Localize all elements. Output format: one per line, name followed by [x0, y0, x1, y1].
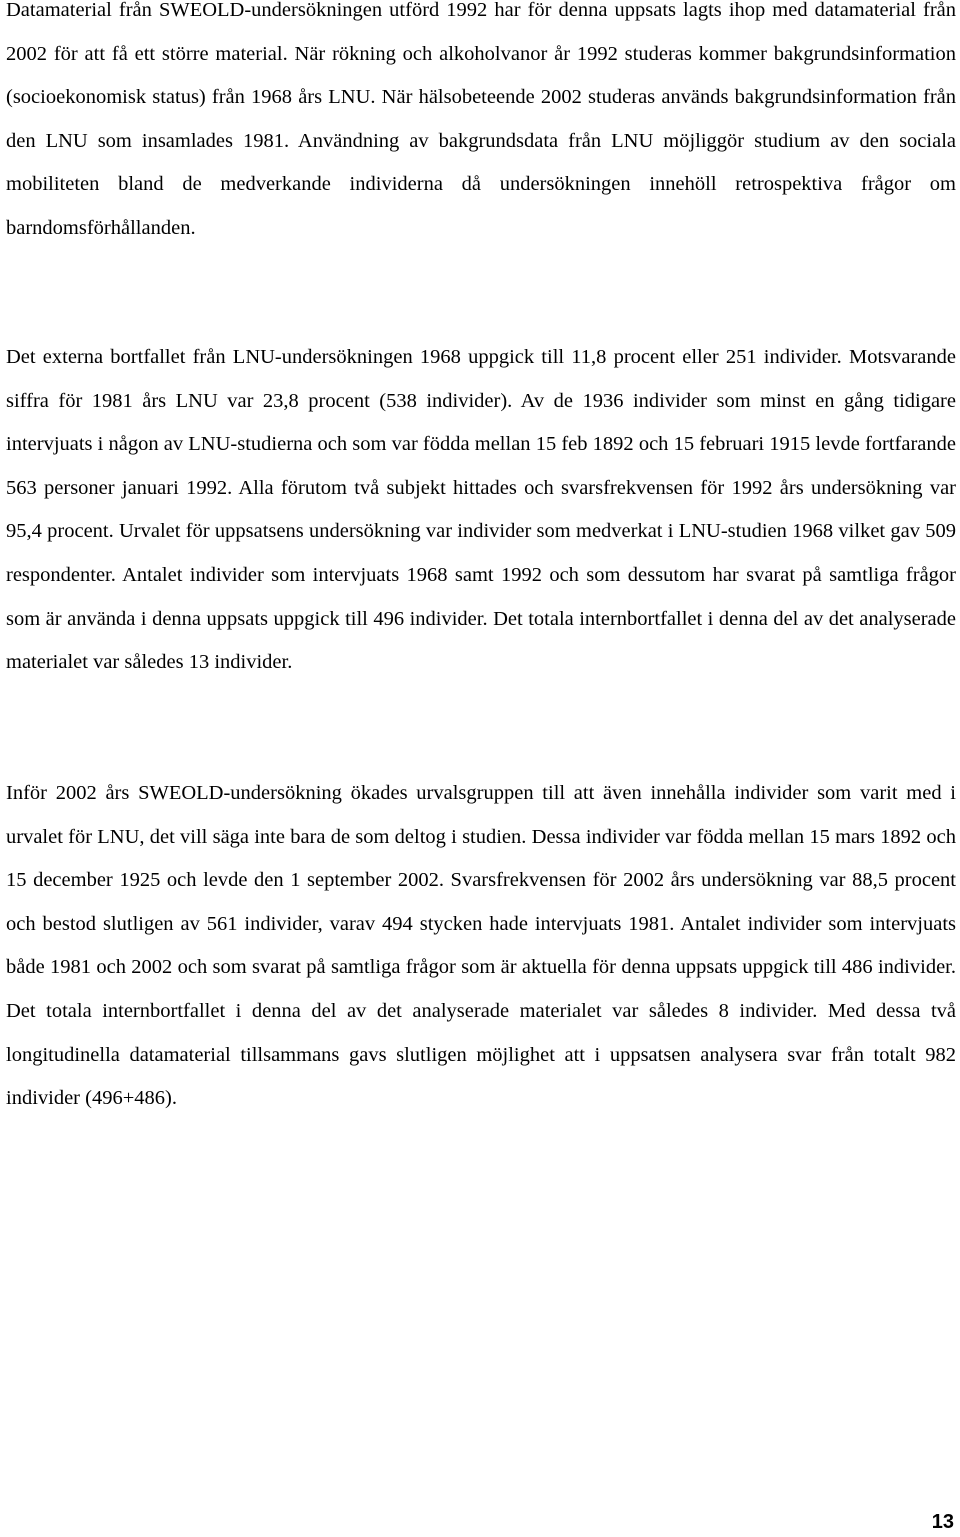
paragraph-dropout-1968-1992: Det externa bortfallet från LNU-undersökningen 1968 uppgick till 11,8 procent eller 251 individer. Motsvarande siffra för 1981 års LNU var 23,8 procent (538 individer). Av de 1936 individer som minst en gång tidigare intervjuats i någon av LNU-studierna och som var födda mellan 15 feb 1892 och 15 februari 1915 levde fortfarande 563 personer januari 1992. Alla förutom två subjekt hittades och svarsfrekvensen för 1992 års undersökning var 95,4 procent. Urvalet för uppsatsens undersökning var individer som medverkat i LNU-studien 1968 vilket gav 509 respondenter. Antalet individer som intervjuats 1968 samt 1992 och som dessutom har svarat på samtliga frågor som är använda i denna uppsats uppgick till 496 individer. Det totala internbortfallet i denna del av det analyserade materialet var således 13 individer.	[6, 346, 956, 674]
paragraph-dropout-2002: Inför 2002 års SWEOLD-undersökning ökades urvalsgruppen till att även innehålla individer som varit med i urvalet för LNU, det vill säga inte bara de som deltog i studien. Dessa individer var födda mellan 15 mars 1892 och 15 december 1925 och levde den 1 september 2002. Svarsfrekvensen för 2002 års undersökning var 88,5 procent och bestod slutligen av 561 individer, varav 494 stycken hade intervjuats 1981. Antalet individer som intervjuats både 1981 och 2002 och som svarat på samtliga frågor som är aktuella för denna uppsats uppgick till 486 individer. Det totala internbortfallet i denna del av det analyserade materialet var således 8 individer. Med dessa två longitudinella datamaterial tillsammans gavs slutligen möjlighet att i uppsatsen analysera svar från totalt 982 individer (496+486).	[6, 782, 956, 1110]
paragraph-data-sources: Datamaterial från SWEOLD-undersökningen utförd 1992 har för denna uppsats lagts ihop med datamaterial från 2002 för att få ett större material. När rökning och alkoholvanor år 1992 studeras kommer bakgrundsinformation (socioekonomisk status) från 1968 års LNU. När hälsobeteende 2002 studeras används bakgrundsinformation från den LNU som insamlades 1981. Användning av bakgrundsdata från LNU möjliggör studium av den sociala mobiliteten bland de medverkande individerna då undersökningen innehöll retrospektiva frågor om barndomsförhållanden.	[6, 0, 956, 239]
page-number: 13	[931, 1511, 954, 1533]
